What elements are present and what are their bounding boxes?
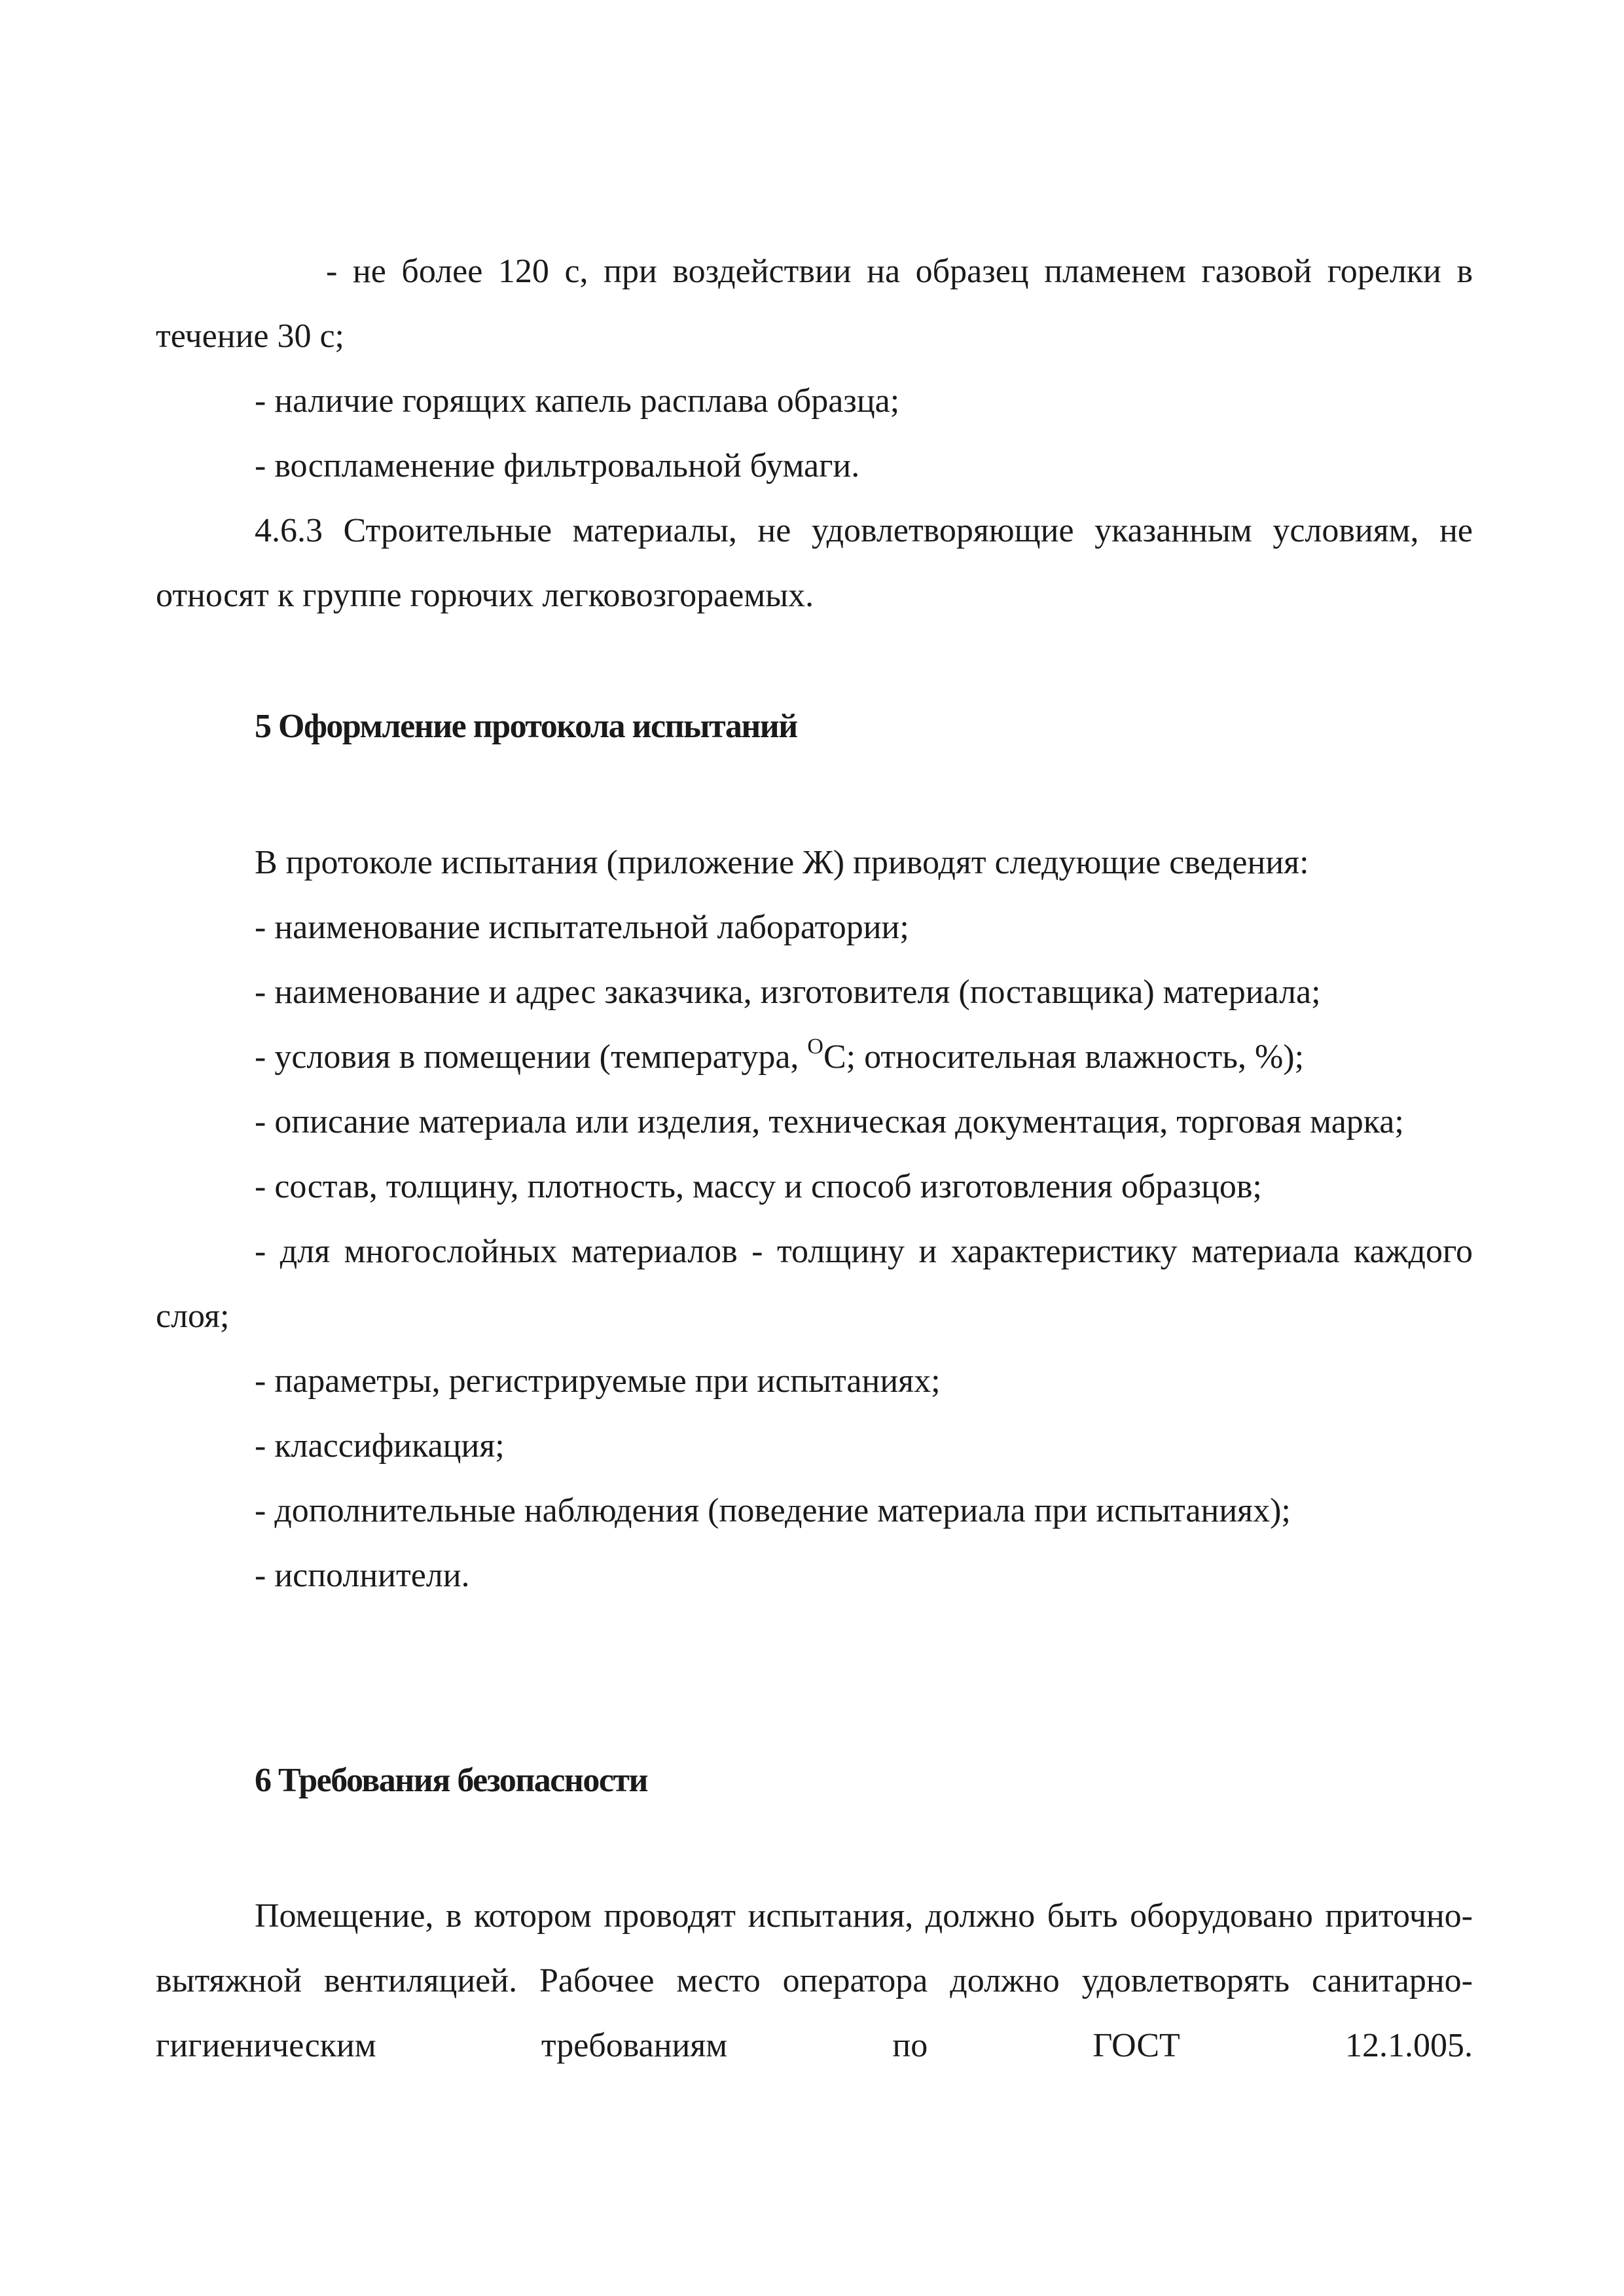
protocol-item-performers: - исполнители. bbox=[255, 1557, 470, 1594]
clause-4-6-3: 4.6.3 Строительные материалы, не удовлетворяющие указанным условиям, не относят к группе горючих легковозгораемых. bbox=[156, 512, 1473, 614]
section-6-heading: 6 Требования безопасности bbox=[255, 1762, 647, 1799]
protocol-item-customer: - наименование и адрес заказчика, изготовителя (поставщика) материала; bbox=[255, 974, 1321, 1011]
block-protocol bbox=[156, 830, 1473, 1608]
protocol-item-composition: - состав, толщину, плотность, массу и способ изготовления образцов; bbox=[255, 1168, 1262, 1205]
criteria-item-burning-drops: - наличие горящих капель расплава образца; bbox=[255, 382, 900, 420]
criteria-item-paper-ignition: - воспламенение фильтровальной бумаги. bbox=[255, 447, 860, 484]
room-conditions-text-b: С; относительная влажность, %); bbox=[823, 1038, 1305, 1076]
protocol-item-classification: - классификация; bbox=[255, 1427, 505, 1465]
section-5-heading: 5 Оформление протокола испытаний bbox=[255, 708, 797, 745]
protocol-item-multilayer: - для многослойных материалов - толщину и характеристику материала каждого слоя; bbox=[156, 1233, 1473, 1335]
protocol-item-room-conditions bbox=[156, 1025, 1473, 1089]
protocol-item-material-description: - описание материала или изделия, техническая документация, торговая марка; bbox=[255, 1103, 1404, 1140]
protocol-item-observations: - дополнительные наблюдения (поведение материала при испытаниях); bbox=[255, 1492, 1291, 1529]
degree-superscript: О bbox=[807, 1034, 823, 1059]
block-safety bbox=[156, 1884, 1473, 2078]
room-conditions-text-a: - условия в помещении (температура, bbox=[255, 1038, 808, 1076]
protocol-item-lab-name: - наименование испытательной лаборатории; bbox=[255, 909, 909, 946]
safety-paragraph: Помещение, в котором проводят испытания, должно быть оборудовано приточно-вытяжной вентиляцией. Рабочее место оператора должно удовлетворять санитарно-гигиеническим требованиям по ГОСТ 12.1.005. bbox=[156, 1897, 1473, 2064]
criteria-item-burning-time: - не более 120 с, при воздействии на образец пламенем газовой горелки в течение 30 с; bbox=[156, 253, 1473, 355]
block-criteria bbox=[156, 239, 1473, 628]
protocol-item-parameters: - параметры, регистрируемые при испытаниях; bbox=[255, 1362, 941, 1400]
protocol-intro: В протоколе испытания (приложение Ж) приводят следующие сведения: bbox=[255, 844, 1309, 881]
